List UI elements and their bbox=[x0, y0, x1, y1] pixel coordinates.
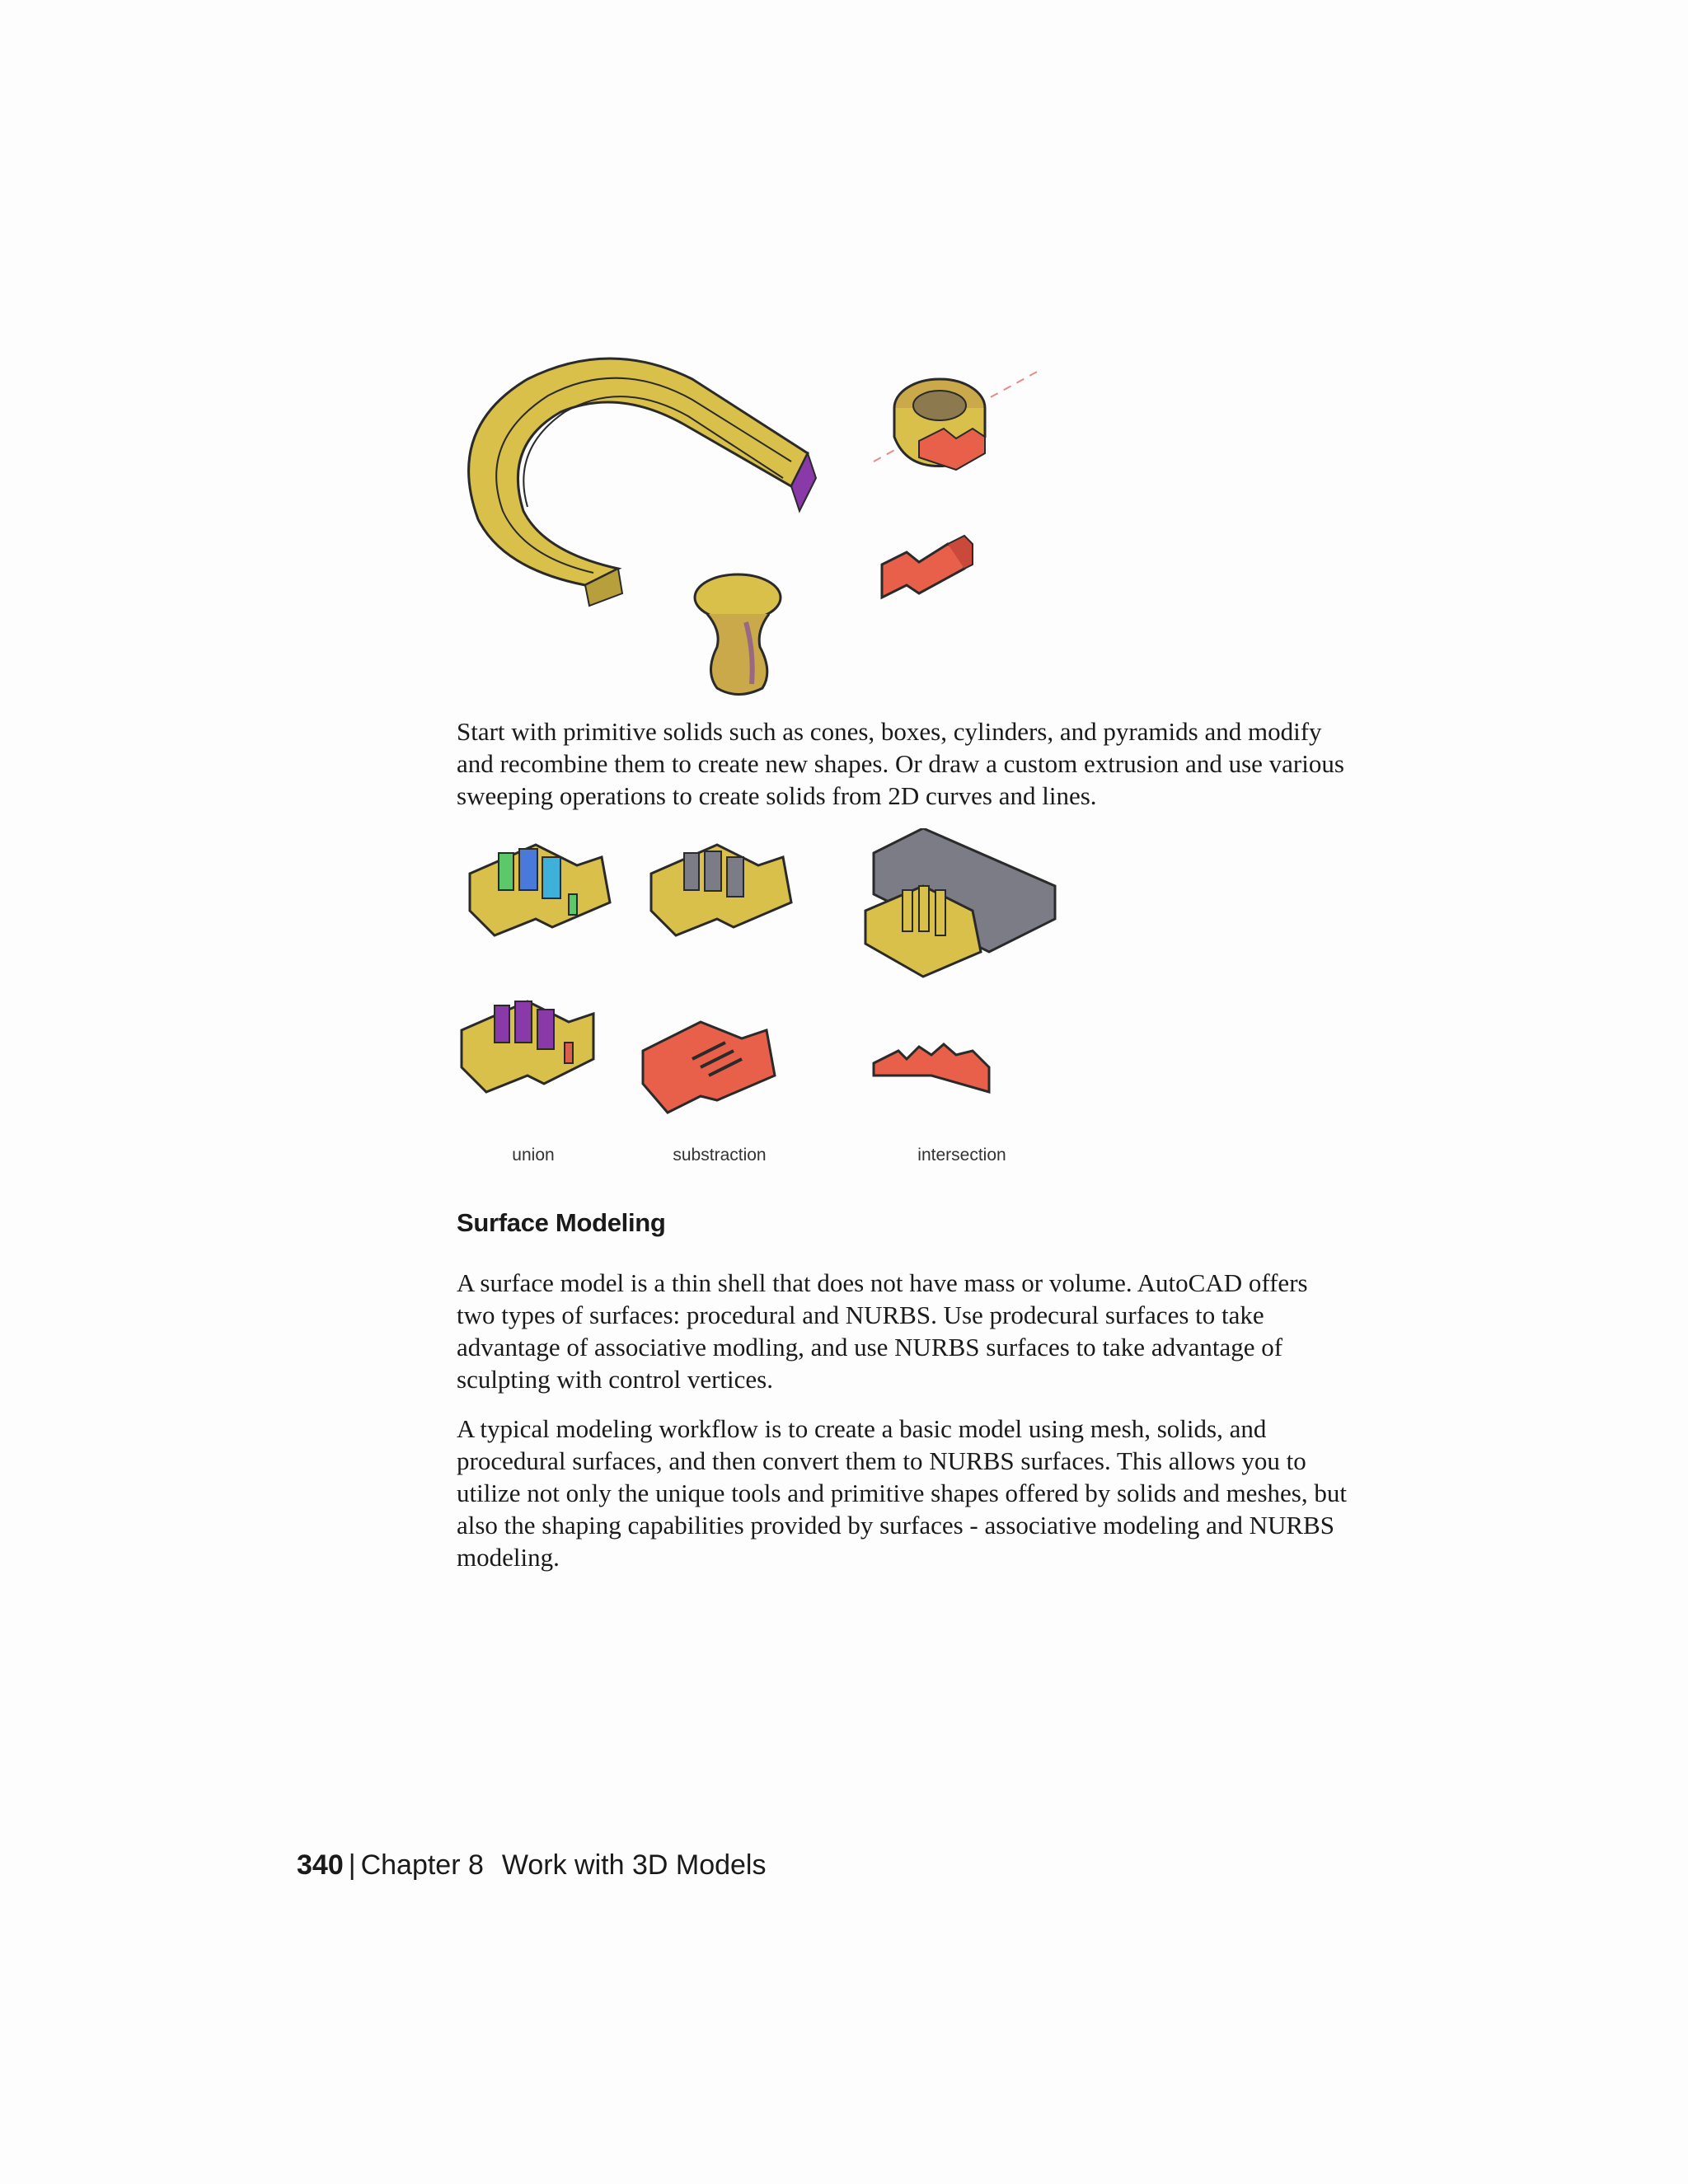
workflow-paragraph: A typical modeling workflow is to create a basic model using mesh, solids, and procedural surfaces, and then convert them to NURBS surfaces. This allows you to utilize not only the unique tools and primitive shapes offered by solids and meshes, but also the shaping capabilities provided by surfaces - associative modeling and NURBS modeling. bbox=[457, 1414, 1347, 1572]
u-shaped-sweep-solid-icon bbox=[469, 359, 816, 606]
boolean-operations-illustration bbox=[445, 828, 1071, 1183]
subtraction-result-icon bbox=[643, 1022, 775, 1113]
substraction-label: substraction bbox=[673, 1146, 767, 1165]
split-cylinder-section-icon bbox=[874, 371, 1039, 470]
chapter-title: Work with 3D Models bbox=[501, 1849, 767, 1881]
intersection-label: intersection bbox=[917, 1146, 1006, 1165]
page-footer bbox=[297, 1849, 766, 1882]
chapter-number: Chapter 8 bbox=[360, 1849, 484, 1881]
components-before-subtraction-icon bbox=[651, 845, 791, 935]
section-heading: Surface Modeling bbox=[457, 1208, 666, 1237]
stepped-profile-slice-icon bbox=[882, 536, 973, 598]
surface-paragraph: A surface model is a thin shell that does not have mass or volume. AutoCAD offers two types of surfaces: procedural and NURBS. Use prodecural surfaces to take advantage of associative modling, and use NURBS surfaces to take advantage of sculpting with control vertices. bbox=[457, 1268, 1308, 1394]
union-label: union bbox=[512, 1146, 555, 1165]
intersection-result-icon bbox=[874, 1044, 989, 1092]
components-before-union-icon bbox=[470, 845, 610, 935]
page-number: 340 bbox=[297, 1849, 344, 1881]
union-result-icon bbox=[462, 1001, 593, 1092]
revolved-vase-solid-icon bbox=[695, 574, 781, 695]
footer-separator: | bbox=[348, 1849, 356, 1881]
components-before-intersection-icon bbox=[865, 828, 1055, 977]
intro-paragraph: Start with primitive solids such as cones, boxes, cylinders, and pyramids and modify and recombine them to create new shapes. Or draw a custom extrusion and use various sweeping operations to create solids from 2D curves and lines. bbox=[457, 717, 1344, 810]
solids-illustration bbox=[445, 346, 1071, 701]
